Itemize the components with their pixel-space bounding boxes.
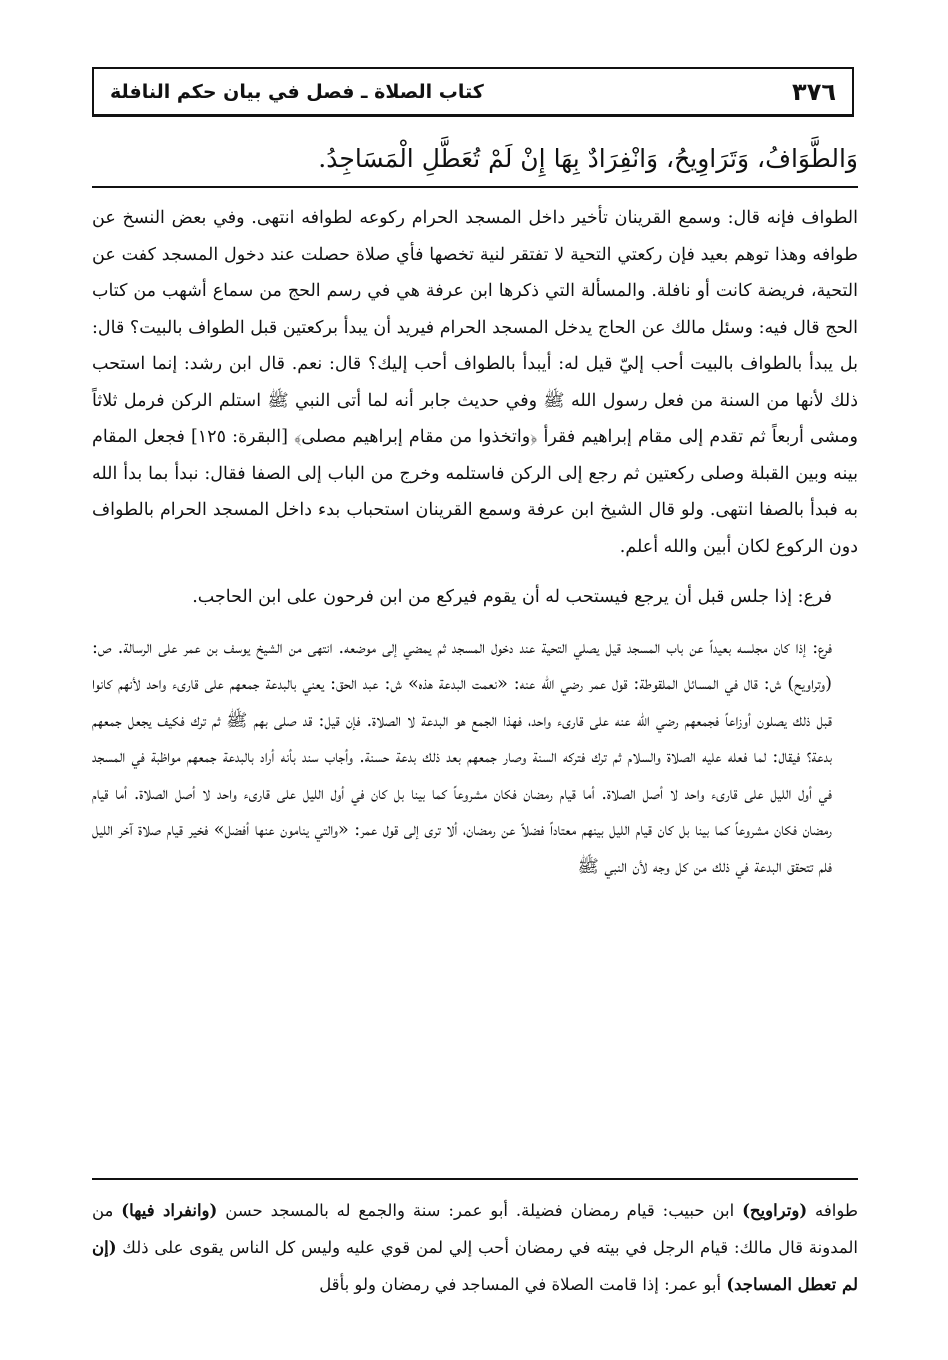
page-header: [92, 67, 854, 117]
footnote-term-masajid: (إن لم تعطل المساجد): [92, 1238, 858, 1294]
footnote-term-taraweeh: (وتراويح): [742, 1201, 808, 1220]
commentary: [92, 200, 858, 885]
footnote: [92, 1192, 858, 1303]
page-number: ٣٧٦: [792, 77, 836, 106]
running-title: كتاب الصلاة ـ فصل في بيان حكم النافلة: [110, 80, 484, 103]
divider-top: [92, 186, 858, 188]
commentary-paragraph-3: فرع: إذا كان مجلسه بعيداً عن باب المسجد قيل يصلي التحية عند دخول المسجد ثم يمضي إلى موضعه. انتهى من الشيخ يوسف بن عمر على الرسالة. ص: (وتراويح) ش: قال في المسائل الملقوطة: قول عمر رضي الله عنه: «نعمت البدعة هذه» ش: عبد الحق: يعني بالبدعة جمعهم على قارىء واحد لأنهم كانوا قبل ذلك يصلون أوزاعاً فجمعهم رضي الله عنه على قارىء واحد، فهذا الجمع هو البدعة لا الصلاة. فإن قيل: قد صلى بهم ﷺ ثم ترك فكيف يجعل جمعهم بدعة؟ فيقال: لما فعله عليه الصلاة والسلام ثم ترك فتركه السنة وصار جمعهم بعد ذلك بدعة حسنة. وأجاب سند بأنه أراد بالبدعة جمعهم مواظبة في المسجد في أول الليل على قارىء واحد لا أصل الصلاة. أما قيام رمضان فكان مشروعاً كما بينا بل كان في أول الليل على قارىء واحد لا أصل الصلاة. أما قيام رمضان فكان مشروعاً كما بينا بل كان قيام الليل بينهم معتاداً فضلاً عن رمضان، ألا ترى إلى قول عمر: «والتي ينامون عنها أفضل» فخير قيام صلاة آخر الليل فلم تتحقق البدعة في ذلك من كل وجه لأن النبي ﷺ: [92, 637, 832, 877]
footnote-text-3: أبو عمر: إذا قامت الصلاة في المساجد في رمضان ولو بأقل: [319, 1275, 722, 1294]
commentary-paragraph-2: فرع: إذا جلس قبل أن يرجع فيستحب له أن يقوم فيركع من ابن فرحون على ابن الحاجب.: [192, 587, 832, 607]
divider-footnote: [92, 1178, 858, 1180]
main-text: وَالطَّوَافُ، وَتَرَاوِيحُ، وَانْفِرَادٌ بِهَا إِنْ لَمْ تُعَطَّلِ الْمَسَاجِدُ.: [318, 144, 858, 173]
footnote-lead: طوافه: [815, 1201, 859, 1220]
commentary-paragraph-1: الطواف فإنه قال: وسمع القرينان تأخير داخل المسجد الحرام ركوعه لطوافه انتهى. وفي بعض النسخ عن طوافه وهذا توهم بعيد فإن ركعتي التحية لا تفتقر لنية تخصها فأي صلاة حصلت عند دخول المسجد كفت عن التحية، فريضة كانت أو نافلة. والمسألة التي ذكرها ابن عرفة هي في رسم الحج من سماع أشهب من كتاب الحج قال فيه: وسئل مالك عن الحاج يدخل المسجد الحرام فيريد أن يبدأ بركعتين قبل الطواف بالبيت؟ قال: بل يبدأ بالطواف بالبيت أحب إليّ قيل له: أيبدأ بالطواف أحب إليك؟ قال: نعم. قال ابن رشد: إنما استحب ذلك لأنها من السنة من فعل رسول الله ﷺ وفي حديث جابر أنه لما أتى النبي ﷺ استلم الركن فرمل ثلاثاً ومشى أربعاً ثم تقدم إلى مقام إبراهيم فقرأ ﴿واتخذوا من مقام إبراهيم مصلى﴾ [البقرة: ١٢٥] فجعل المقام بينه وبين القبلة وصلى ركعتين ثم رجع إلى الركن فاستلمه وخرج من الباب إلى الصفا فقال: نبدأ بما بدأ الله به فبدأ بالصفا انتهى. ولو قال الشيخ ابن عرفة وسمع القرينان استحباب بدء داخل المسجد الحرام بالطواف دون الركوع لكان أبين والله أعلم.: [92, 208, 858, 557]
footnote-term-infirad: (وانفراد فيها): [121, 1201, 218, 1220]
footnote-text-1: ابن حبيب: قيام رمضان فضيلة. أبو عمر: سنة والجمع له بالمسجد حسن: [217, 1201, 735, 1220]
footnote-text-2: من المدونة قال مالك: قيام الرجل في بيته في رمضان أحب إلي لمن قوي عليه وليس كل الناس يقوى على ذلك: [92, 1201, 858, 1257]
